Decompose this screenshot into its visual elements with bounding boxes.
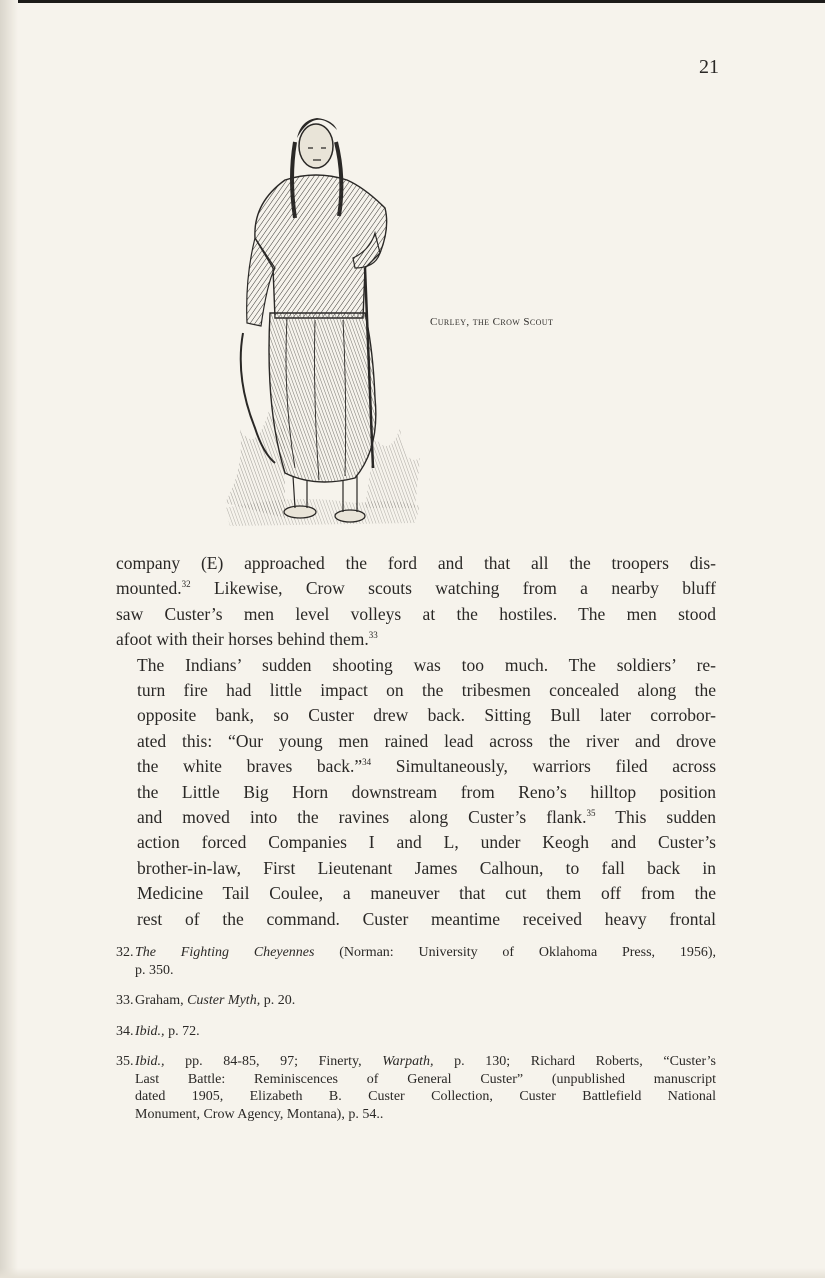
footnote-32	[116, 944, 716, 979]
footnote-number: 33.	[116, 993, 134, 1008]
footnote-title: Custer Myth,	[187, 993, 261, 1008]
text-fragment: Simultaneously, warriors filed across	[371, 756, 717, 777]
footnote-number: 32.	[116, 945, 134, 960]
footnote-ref-33: 33	[368, 630, 378, 641]
paragraph-1	[116, 551, 716, 653]
text-line: action forced Companies I and L, under Keogh and Custer’s	[137, 832, 716, 853]
footnote-ref-32: 32	[181, 579, 191, 590]
footnote-line: p. 350.	[135, 962, 174, 978]
text-fragment: afoot with their horses behind them.	[116, 629, 369, 650]
footnote-text: p. 20.	[260, 993, 296, 1008]
text-line: turn fire had little impact on the tribesmen concealed along the	[137, 680, 716, 701]
page-gutter-shadow	[0, 0, 18, 1278]
body-text	[116, 551, 716, 932]
page-bottom-shadow	[0, 1268, 825, 1278]
footnote-number: 34.	[116, 1023, 134, 1039]
footnote-ref-34: 34	[362, 757, 372, 768]
footnote-line: Last Battle: Reminiscences of General Custer” (unpublished manuscript	[135, 1071, 716, 1087]
text-fragment: and moved into the ravines along Custer’s flank.	[137, 807, 587, 828]
text-line: ated this: “Our young men rained lead across the river and drove	[137, 730, 716, 751]
text-line	[116, 754, 716, 779]
footnote-34	[116, 1023, 716, 1041]
footnote-35	[116, 1053, 716, 1123]
footnote-text: pp. 84-85, 97; Finerty,	[164, 1054, 383, 1069]
footnote-title: Ibid.,	[135, 1054, 165, 1069]
text-line: saw Custer’s men level volleys at the hostiles. The men stood	[116, 603, 716, 624]
text-line	[116, 576, 716, 601]
figure-caption: Curley, the Crow Scout	[430, 316, 554, 328]
footnote-line: Monument, Crow Agency, Montana), p. 54..	[135, 1106, 384, 1122]
text-line: company (E) approached the ford and that all the troopers dis-	[116, 553, 716, 573]
footnote-line	[116, 1053, 716, 1071]
footnote-line	[116, 944, 716, 962]
text-line: Medicine Tail Coulee, a maneuver that cut them off from the	[137, 883, 716, 904]
footnote-ref-35: 35	[586, 808, 596, 819]
text-line: the Little Big Horn downstream from Reno’s hilltop position	[137, 781, 716, 802]
paragraph-2	[116, 653, 716, 932]
text-line: The Indians’ sudden shooting was too much. The soldiers’ re-	[137, 654, 716, 675]
footnote-text: Graham,	[135, 993, 188, 1008]
text-line: brother-in-law, First Lieutenant James Calhoun, to fall back in	[137, 857, 716, 878]
text-line: rest of the command. Custer meantime received heavy frontal	[137, 908, 716, 929]
footnotes	[116, 944, 716, 1136]
footnote-33	[116, 992, 716, 1010]
page-number: 21	[699, 56, 719, 78]
footnote-text: p. 72.	[164, 1023, 200, 1039]
text-fragment: the white braves back.”	[137, 756, 363, 777]
footnote-text: (Norman: University of Oklahoma Press, 1956),	[314, 945, 716, 960]
footnote-title: Ibid.,	[135, 1023, 165, 1039]
footnote-title: Warpath,	[382, 1054, 434, 1069]
text-fragment: This sudden	[595, 807, 717, 828]
scout-engraving-image	[215, 108, 425, 530]
footnote-text: p. 130; Richard Roberts, “Custer’s	[433, 1054, 716, 1069]
curley-illustration	[215, 108, 425, 530]
footnote-line: dated 1905, Elizabeth B. Custer Collection, Custer Battlefield National	[135, 1089, 716, 1104]
footnote-title: The Fighting Cheyennes	[135, 945, 315, 960]
page-top-edge	[0, 0, 825, 3]
text-line	[116, 805, 716, 830]
footnote-number: 35.	[116, 1054, 134, 1069]
text-fragment: Likewise, Crow scouts watching from a nearby bluff	[190, 578, 716, 599]
text-fragment: mounted.	[116, 578, 182, 599]
text-line	[116, 627, 716, 652]
text-line: opposite bank, so Custer drew back. Sitting Bull later corrobor-	[137, 705, 716, 726]
